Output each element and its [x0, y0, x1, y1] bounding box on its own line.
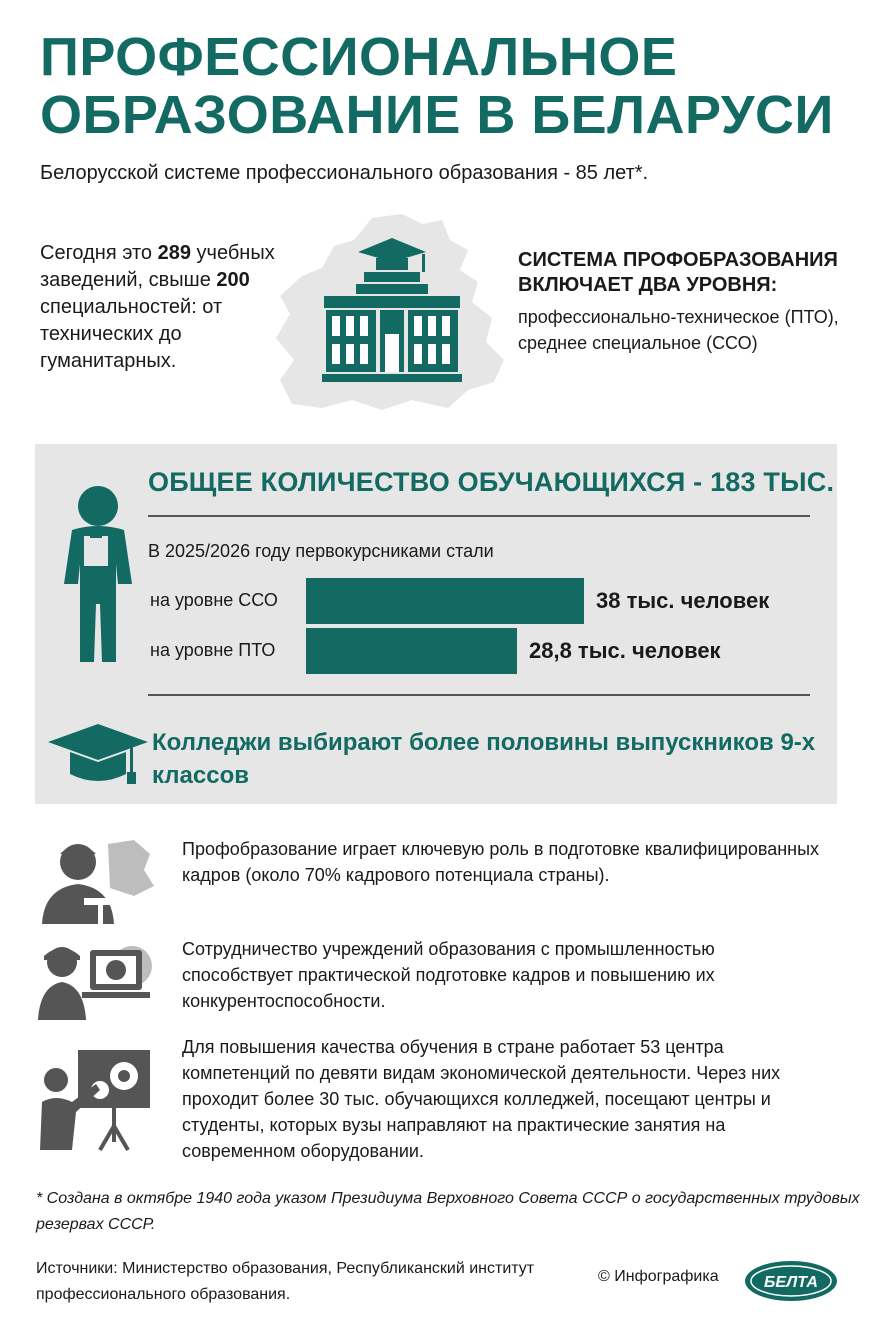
belta-logo	[744, 1260, 838, 1302]
fact-1: Профобразование играет ключевую роль в подготовке квалифицированных кадров (около 70% кадрового потенциала страны).	[182, 839, 820, 885]
title-line-1: ПРОФЕССИОНАЛЬНОЕ	[40, 27, 678, 87]
belarus-map-icon	[272, 210, 512, 420]
student-icon	[58, 484, 138, 664]
engineer-computer-icon	[36, 936, 156, 1022]
sources: Источники: Министерство образования, Республиканский институт профессионального образования.	[36, 1260, 535, 1303]
institutions-count: 289	[157, 242, 191, 264]
title-line-2: ОБРАЗОВАНИЕ В БЕЛАРУСИ	[40, 85, 834, 145]
logo-text: БЕЛТА	[764, 1274, 818, 1291]
bar-value: 28,8 тыс. человек	[529, 638, 721, 663]
divider	[148, 515, 810, 517]
fact-2: Сотрудничество учреждений образования с промышленностью способствует практической подготовке кадров и повышению их конкурентоспособности.	[182, 939, 715, 1011]
bar	[306, 578, 584, 624]
fact-3: Для повышения качества обучения в стране работает 53 центра компетенций по девяти видам экономической деятельности. Через них проходит более 30 тыс. обучающихся колледжей, посещают центры и студенты, которых вузы направляют на практические занятия на современном оборудовании.	[182, 1037, 781, 1161]
levels-heading: СИСТЕМА ПРОФОБРАЗОВАНИЯ ВКЛЮЧАЕТ ДВА УРОВНЯ:	[518, 249, 838, 296]
bar	[306, 628, 517, 674]
levels-body: профессионально-техническое (ПТО), среднее специальное (ССО)	[518, 307, 839, 353]
intro-text-part: специальностей: от технических до гуманитарных.	[40, 296, 223, 372]
levels-block	[518, 248, 858, 356]
page-title	[40, 28, 840, 144]
worker-icon	[38, 836, 158, 926]
first-year-caption: В 2025/2026 году первокурсниками стали	[148, 541, 494, 561]
divider	[148, 694, 810, 696]
intro-text-part: учебных заведений, свыше	[40, 242, 275, 291]
intro-text	[40, 240, 310, 375]
footnote: * Создана в октябре 1940 года указом Президиума Верховного Совета СССР о государственных трудовых резервах СССР.	[36, 1190, 860, 1233]
specialties-count: 200	[216, 269, 250, 291]
bar-value: 38 тыс. человек	[596, 588, 770, 613]
bar-label: на уровне ССО	[150, 590, 278, 610]
subtitle: Белорусской системе профессионального образования - 85 лет*.	[40, 162, 649, 184]
bar-label: на уровне ПТО	[150, 640, 276, 660]
presentation-icon	[36, 1046, 156, 1158]
intro-text-part: Сегодня это	[40, 242, 158, 264]
graduation-cap-icon	[46, 722, 150, 786]
total-students: ОБЩЕЕ КОЛИЧЕСТВО ОБУЧАЮЩИХСЯ - 183 ТЫС.	[148, 467, 835, 497]
credit: © Инфографика	[598, 1268, 719, 1285]
colleges-fact: Колледжи выбирают более половины выпускников 9-х классов	[152, 729, 816, 789]
